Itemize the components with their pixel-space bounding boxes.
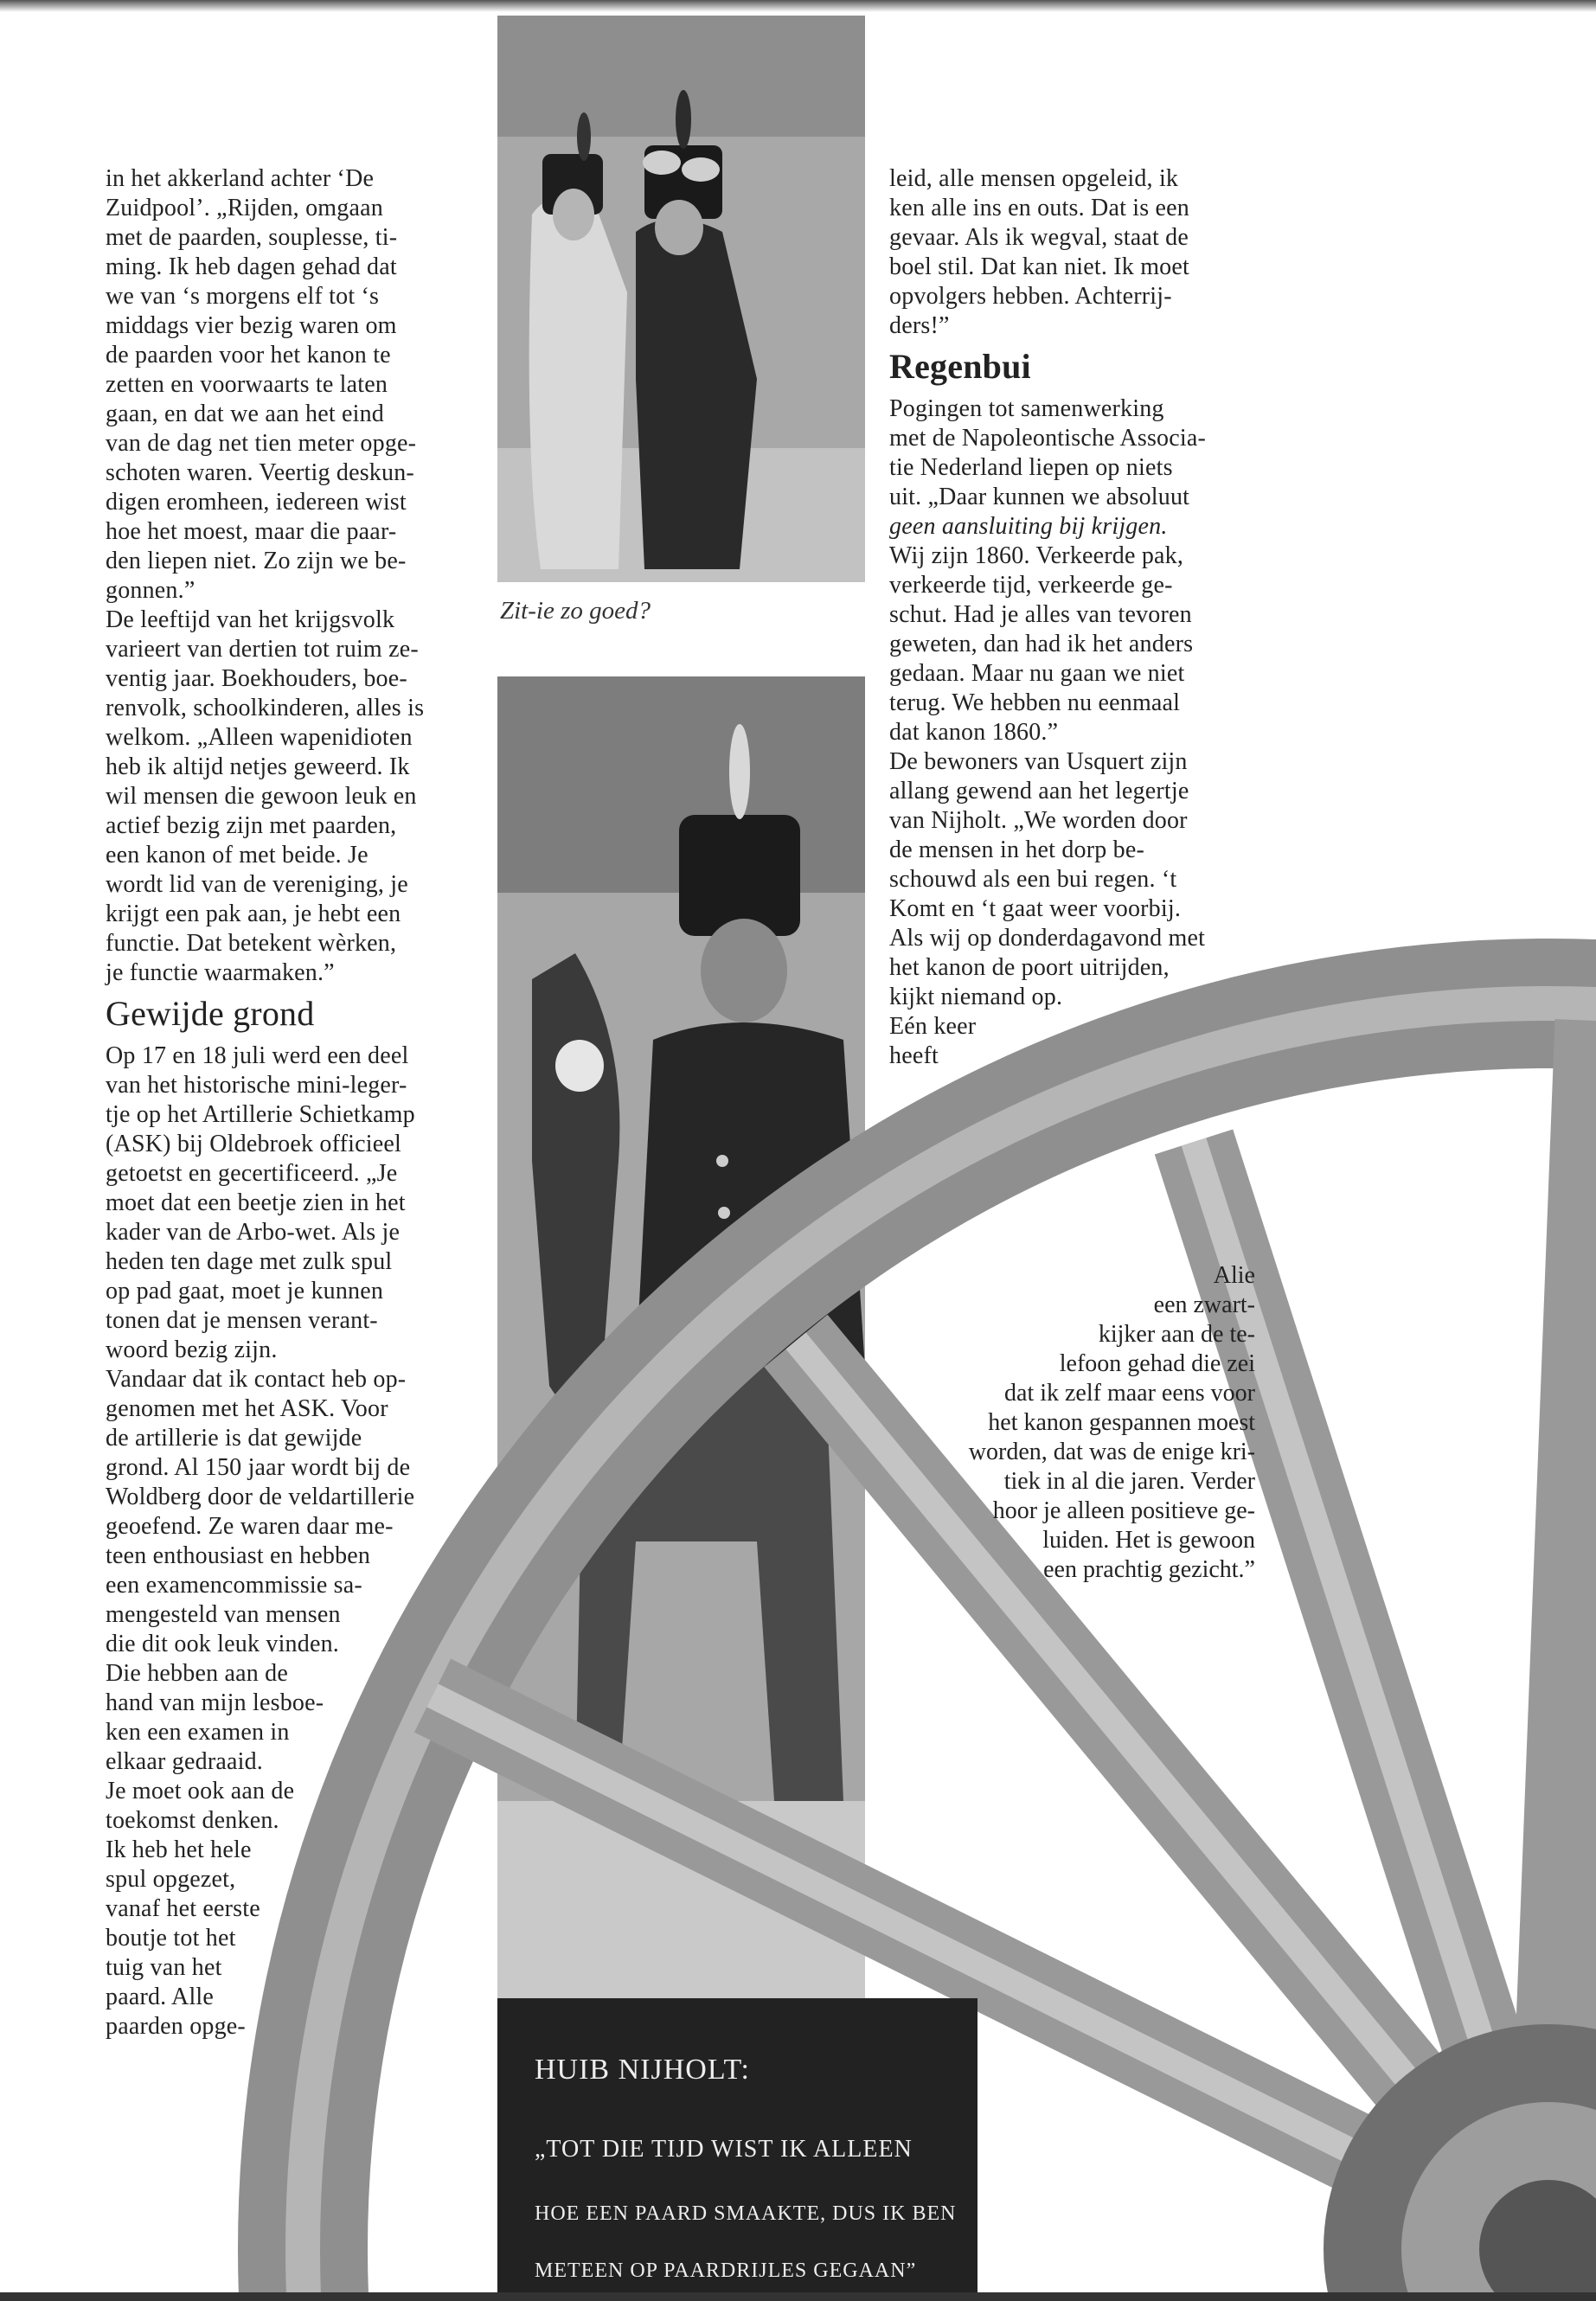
text-line: boutje tot het: [106, 1925, 236, 1952]
text-line: een examencommissie sa-: [106, 1572, 362, 1599]
text-line: de mensen in het dorp be-: [889, 836, 1145, 863]
text-line: Op 17 en 18 juli werd een deel: [106, 1042, 409, 1069]
text-line: Ik heb het hele: [106, 1836, 252, 1863]
text-line: allang gewend aan het legertje: [889, 778, 1189, 804]
text-line: geoefend. Ze waren daar me-: [106, 1513, 394, 1540]
pull-quote-speaker: HUIB NIJHOLT:: [535, 2054, 750, 2086]
text-line: Komt en ‘t gaat weer voorbij.: [889, 895, 1182, 922]
text-line: varieert van dertien tot ruim ze-: [106, 636, 419, 663]
text-line: gedaan. Maar nu gaan we niet: [889, 660, 1185, 687]
text-line: ken een examen in: [106, 1719, 290, 1746]
text-line: van Nijholt. „We worden door: [889, 807, 1188, 834]
text-line: hoe het moest, maar die paar-: [106, 518, 397, 545]
bottom-edge: [0, 2292, 1596, 2301]
section-heading-regenbui: Regenbui: [889, 347, 1031, 386]
text-line: gonnen.”: [106, 577, 195, 604]
text-line: paard. Alle: [106, 1984, 215, 2010]
text-line: boel stil. Dat kan niet. Ik moet: [889, 253, 1189, 280]
text-line: een zwart-: [1153, 1292, 1255, 1318]
text-line: heden ten dage met zulk spul: [106, 1248, 393, 1275]
text-line: grond. Al 150 jaar wordt bij de: [106, 1454, 411, 1481]
text-line: luiden. Het is gewoon: [1042, 1527, 1255, 1554]
text-line: op pad gaat, moet je kunnen: [106, 1278, 384, 1304]
text-line: tuig van het: [106, 1954, 222, 1981]
text-line: genomen met het ASK. Voor: [106, 1395, 388, 1422]
text-line: de paarden voor het kanon te: [106, 342, 391, 369]
text-line: zetten en voorwaarts te laten: [106, 371, 388, 398]
text-line: een kanon of met beide. Je: [106, 842, 369, 868]
text-line: hoor je alleen positieve ge-: [992, 1497, 1255, 1524]
text-line: geweten, dan had ik het anders: [889, 631, 1194, 657]
text-line: ming. Ik heb dagen gehad dat: [106, 253, 397, 280]
pull-quote-line-2: HOE EEN PAARD SMAAKTE, DUS IK BEN: [535, 2202, 957, 2225]
text-line: Eén keer: [889, 1013, 977, 1040]
text-line: vanaf het eerste: [106, 1895, 260, 1922]
text-line: teen enthousiast en hebben: [106, 1542, 371, 1569]
text-line: heeft: [889, 1042, 939, 1069]
text-line: tie Nederland liepen op niets: [889, 454, 1173, 481]
text-line: digen eromheen, iedereen wist: [106, 489, 407, 516]
text-line: functie. Dat betekent wèrken,: [106, 930, 397, 957]
text-line: hand van mijn lesboe-: [106, 1689, 324, 1716]
text-line: Zuidpool’. „Rijden, omgaan: [106, 195, 383, 221]
text-line: de artillerie is dat gewijde: [106, 1425, 362, 1452]
text-line: wil mensen die gewoon leuk en: [106, 783, 417, 810]
pull-quote-line-3: METEEN OP PAARDRIJLES GEGAAN”: [535, 2259, 917, 2282]
text-line: die dit ook leuk vinden.: [106, 1631, 339, 1657]
text-line: een prachtig gezicht.”: [1043, 1556, 1255, 1583]
text-line: paarden opge-: [106, 2013, 246, 2040]
text-line: ders!”: [889, 312, 950, 339]
text-line: middags vier bezig waren om: [106, 312, 397, 339]
text-line: moet dat een beetje zien in het: [106, 1189, 406, 1216]
text-line: Alie: [1213, 1262, 1255, 1289]
pull-quote-line-1: „TOT DIE TIJD WIST IK ALLEEN: [535, 2136, 913, 2163]
text-line: lefoon gehad die zei: [1059, 1350, 1255, 1377]
text-line: elkaar gedraaid.: [106, 1748, 263, 1775]
text-line: Als wij op donderdagavond met: [889, 925, 1206, 952]
text-line: krijgt een pak aan, je hebt een: [106, 901, 401, 927]
text-line: schut. Had je alles van tevoren: [889, 601, 1192, 628]
text-line: gevaar. Als ik wegval, staat de: [889, 224, 1189, 251]
text-line: Die hebben aan de: [106, 1660, 288, 1687]
text-line: gaan, en dat we aan het eind: [106, 401, 385, 427]
text-line: geen aansluiting bij krijgen.: [889, 513, 1168, 540]
photo-caption: Zit-ie zo goed?: [500, 597, 651, 625]
text-line: getoetst en gecertificeerd. „Je: [106, 1160, 398, 1187]
text-line: met de paarden, souplesse, ti-: [106, 224, 398, 251]
text-line: Vandaar dat ik contact heb op-: [106, 1366, 407, 1393]
text-line: je functie waarmaken.”: [106, 959, 335, 986]
text-line: tje op het Artillerie Schietkamp: [106, 1101, 415, 1128]
text-line: verkeerde tijd, verkeerde ge-: [889, 572, 1173, 599]
text-line: van de dag net tien meter opge-: [106, 430, 417, 457]
text-line: De leeftijd van het krijgsvolk: [106, 606, 395, 633]
text-line: tiek in al die jaren. Verder: [1003, 1468, 1255, 1495]
text-line: actief bezig zijn met paarden,: [106, 812, 397, 839]
text-line: leid, alle mensen opgeleid, ik: [889, 165, 1179, 192]
text-line: worden, dat was de enige kri-: [968, 1439, 1255, 1465]
text-line: kader van de Arbo-wet. Als je: [106, 1219, 401, 1246]
text-line: spul opgezet,: [106, 1866, 236, 1893]
text-line: toekomst denken.: [106, 1807, 279, 1834]
text-line: we van ‘s morgens elf tot ‘s: [106, 283, 380, 310]
text-line: wordt lid van de vereniging, je: [106, 871, 408, 898]
text-line: kijkt niemand op.: [889, 984, 1063, 1010]
text-line: den liepen niet. Zo zijn we be-: [106, 548, 407, 574]
text-line: Je moet ook aan de: [106, 1778, 295, 1804]
text-line: Pogingen tot samenwerking: [889, 395, 1164, 422]
text-line: terug. We hebben nu eenmaal: [889, 689, 1181, 716]
text-line: schouwd als een bui regen. ‘t: [889, 866, 1177, 893]
text-line: dat kanon 1860.”: [889, 719, 1059, 746]
text-line: (ASK) bij Oldebroek officieel: [106, 1131, 401, 1157]
text-line: opvolgers hebben. Achterrij-: [889, 283, 1172, 310]
text-line: uit. „Daar kunnen we absoluut: [889, 484, 1190, 510]
text-line: heb ik altijd netjes geweerd. Ik: [106, 753, 410, 780]
text-line: De bewoners van Usquert zijn: [889, 748, 1188, 775]
text-line: dat ik zelf maar eens voor: [1004, 1380, 1255, 1407]
text-line: met de Napoleontische Associa-: [889, 425, 1207, 452]
text-line: kijker aan de te-: [1098, 1321, 1255, 1348]
text-line: het kanon de poort uitrijden,: [889, 954, 1170, 981]
wheel-text-block: [969, 1261, 1255, 1585]
text-line: het kanon gespannen moest: [988, 1409, 1255, 1436]
text-line: schoten waren. Veertig deskun-: [106, 459, 414, 486]
text-line: mengesteld van mensen: [106, 1601, 341, 1628]
text-line: tonen dat je mensen verant-: [106, 1307, 378, 1334]
text-line: Wij zijn 1860. Verkeerde pak,: [889, 542, 1184, 569]
text-line: welkom. „Alleen wapenidioten: [106, 724, 413, 751]
text-line: woord bezig zijn.: [106, 1336, 278, 1363]
text-line: ken alle ins en outs. Dat is een: [889, 195, 1189, 221]
text-line: ventig jaar. Boekhouders, boe-: [106, 665, 407, 692]
section-heading-gewijde-grond: Gewijde grond: [106, 994, 315, 1033]
text-line: in het akkerland achter ‘De: [106, 165, 375, 192]
text-line: van het historische mini-leger-: [106, 1072, 407, 1099]
text-line: Woldberg door de veldartillerie: [106, 1484, 415, 1510]
text-line: renvolk, schoolkinderen, alles is: [106, 695, 425, 721]
